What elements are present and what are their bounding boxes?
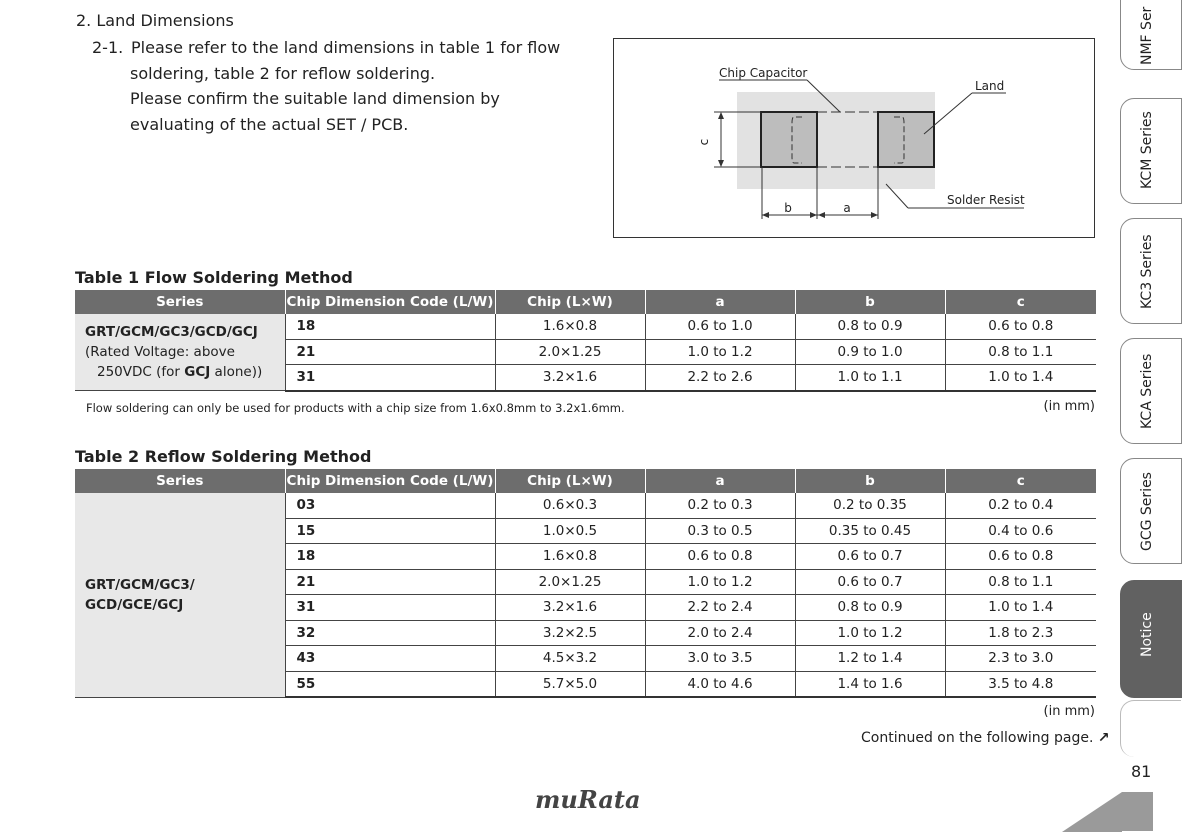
page-number: 81 <box>1131 762 1152 781</box>
table-cell: 1.8 to 2.3 <box>945 620 1096 646</box>
table2-header-chip: Chip (L×W) <box>495 469 645 493</box>
side-tab-label: KCA Series <box>1139 353 1155 429</box>
table-cell: 31 <box>285 365 495 391</box>
table-cell: 32 <box>285 620 495 646</box>
table1-note: Flow soldering can only be used for products with a chip size from 1.6x0.8mm to 3.2x1.6mm. <box>86 401 625 415</box>
side-tab-kcm[interactable] <box>1120 98 1182 204</box>
land-diagram <box>614 39 1096 239</box>
table2-header-series: Series <box>75 469 285 493</box>
table-cell: 3.2×1.6 <box>495 365 645 391</box>
table-cell: 03 <box>285 493 495 518</box>
table2-series-line1: GRT/GCM/GC3/ <box>85 576 195 593</box>
section-title: 2. Land Dimensions <box>76 11 234 30</box>
table-cell: 15 <box>285 518 495 544</box>
side-tab-label: GCG Series <box>1139 472 1155 551</box>
table2 <box>75 469 1096 698</box>
table1-header-code: Chip Dimension Code (L/W) <box>285 290 495 314</box>
table-cell: 0.2 to 0.3 <box>645 493 795 518</box>
table2-caption: Table 2 Reflow Soldering Method <box>75 447 372 466</box>
table-cell: 0.3 to 0.5 <box>645 518 795 544</box>
table1-header-a: a <box>645 290 795 314</box>
table-cell: 3.0 to 3.5 <box>645 646 795 672</box>
table-cell: 2.0×1.25 <box>495 569 645 595</box>
table-cell: 5.7×5.0 <box>495 671 645 697</box>
table1-header-c: c <box>945 290 1096 314</box>
table-cell: 21 <box>285 339 495 365</box>
table-cell: 55 <box>285 671 495 697</box>
table-cell: 0.2 to 0.4 <box>945 493 1096 518</box>
table-cell: 1.0 to 1.4 <box>945 595 1096 621</box>
page-corner <box>1062 792 1122 832</box>
side-tab-label: Notice <box>1139 612 1155 657</box>
land-right <box>878 112 934 167</box>
table-cell: 0.9 to 1.0 <box>795 339 945 365</box>
table-cell: 2.2 to 2.6 <box>645 365 795 391</box>
table-cell: 3.5 to 4.8 <box>945 671 1096 697</box>
table-cell: 0.8 to 0.9 <box>795 595 945 621</box>
label-chip-capacitor: Chip Capacitor <box>719 66 808 80</box>
table-cell: 0.2 to 0.35 <box>795 493 945 518</box>
side-tab-label: KC3 Series <box>1139 234 1155 309</box>
table1-header-series: Series <box>75 290 285 314</box>
table2-series-line2: GCD/GCE/GCJ <box>85 596 184 613</box>
table-cell: 0.6 to 0.8 <box>945 544 1096 570</box>
table-row <box>75 493 1096 518</box>
table-cell: 3.2×1.6 <box>495 595 645 621</box>
table-cell: 4.5×3.2 <box>495 646 645 672</box>
table-cell: 31 <box>285 595 495 621</box>
table-cell: 0.6 to 0.8 <box>645 544 795 570</box>
table1-unit: (in mm) <box>1043 399 1095 414</box>
table-cell: 1.0 to 1.2 <box>795 620 945 646</box>
table-cell: 1.0×0.5 <box>495 518 645 544</box>
table-cell: 18 <box>285 544 495 570</box>
table2-unit: (in mm) <box>1043 704 1095 719</box>
arrow-up-right-icon: ↗ <box>1097 730 1110 746</box>
table-cell: 0.6 to 1.0 <box>645 314 795 339</box>
paragraph-line-3: Please confirm the suitable land dimension by <box>130 89 500 108</box>
page-corner-fill <box>1122 792 1153 831</box>
table1-caption: Table 1 Flow Soldering Method <box>75 268 353 287</box>
murata-logo: muRata <box>535 785 641 814</box>
table-cell: 0.4 to 0.6 <box>945 518 1096 544</box>
table1-series-line1: GRT/GCM/GC3/GCD/GCJ <box>85 324 258 340</box>
table-cell: 1.2 to 1.4 <box>795 646 945 672</box>
item-number: 2-1. <box>92 38 124 57</box>
side-tab-label: NMF Ser <box>1139 6 1155 65</box>
table-cell: 1.0 to 1.4 <box>945 365 1096 391</box>
table1-series-line2: (Rated Voltage: above <box>85 344 235 360</box>
dim-b-arrow-l <box>762 212 769 218</box>
label-solder-resist: Solder Resist <box>947 193 1025 207</box>
table1-header-b: b <box>795 290 945 314</box>
table-cell: 0.8 to 1.1 <box>945 569 1096 595</box>
table-cell: 3.2×2.5 <box>495 620 645 646</box>
side-tab-kc3[interactable] <box>1120 218 1182 324</box>
land-left <box>761 112 817 167</box>
label-c: c <box>697 138 711 146</box>
paragraph-line-1: Please refer to the land dimensions in table 1 for flow <box>131 38 561 57</box>
table-cell: 2.2 to 2.4 <box>645 595 795 621</box>
table-cell: 1.6×0.8 <box>495 544 645 570</box>
table2-header-b: b <box>795 469 945 493</box>
label-a: a <box>843 201 851 215</box>
continued-text: Continued on the following page. <box>861 730 1094 746</box>
label-b: b <box>784 201 792 215</box>
table-cell: 4.0 to 4.6 <box>645 671 795 697</box>
dim-c-arrow-up <box>718 112 724 119</box>
table2-header-c: c <box>945 469 1096 493</box>
table-cell: 18 <box>285 314 495 339</box>
dim-b-arrow-r <box>810 212 817 218</box>
side-tab-empty <box>1120 700 1181 757</box>
table1-header-row <box>75 290 1096 314</box>
table-cell: 1.0 to 1.1 <box>795 365 945 391</box>
dim-a-arrow-r <box>871 212 878 218</box>
paragraph-line-4: evaluating of the actual SET / PCB. <box>130 114 409 134</box>
table2-header-code: Chip Dimension Code (L/W) <box>285 469 495 493</box>
table-cell: 1.0 to 1.2 <box>645 339 795 365</box>
table-cell: 1.6×0.8 <box>495 314 645 339</box>
table-cell: 0.8 to 0.9 <box>795 314 945 339</box>
table-cell: 0.6×0.3 <box>495 493 645 518</box>
side-tab-gcg[interactable] <box>1120 458 1182 564</box>
dim-c-arrow-down <box>718 160 724 167</box>
table2-header-a: a <box>645 469 795 493</box>
table-cell: 1.4 to 1.6 <box>795 671 945 697</box>
table-row <box>75 314 1096 339</box>
label-land: Land <box>975 79 1005 93</box>
table-cell: 0.6 to 0.7 <box>795 544 945 570</box>
land-dimension-figure <box>613 38 1095 238</box>
side-tab-kca[interactable] <box>1120 338 1182 444</box>
side-tab-nmf[interactable] <box>1120 0 1182 70</box>
table-cell: 2.0×1.25 <box>495 339 645 365</box>
table1-series-cell <box>75 314 285 391</box>
table-cell: 0.8 to 1.1 <box>945 339 1096 365</box>
table1-series-line3: 250VDC (for GCJ alone)) <box>97 364 263 380</box>
table-cell: 2.3 to 3.0 <box>945 646 1096 672</box>
side-tab-label: KCM Series <box>1139 111 1155 189</box>
table-cell: 2.0 to 2.4 <box>645 620 795 646</box>
table-cell: 43 <box>285 646 495 672</box>
side-tab-notice[interactable] <box>1120 580 1182 698</box>
table-cell: 0.6 to 0.8 <box>945 314 1096 339</box>
table-cell: 0.6 to 0.7 <box>795 569 945 595</box>
table1-header-chip: Chip (L×W) <box>495 290 645 314</box>
table-cell: 1.0 to 1.2 <box>645 569 795 595</box>
paragraph-line-2: soldering, table 2 for reflow soldering. <box>130 63 436 83</box>
continued-note <box>861 730 1110 746</box>
dim-a-arrow-l <box>818 212 825 218</box>
table1 <box>75 290 1096 392</box>
table-cell: 0.35 to 0.45 <box>795 518 945 544</box>
table-cell: 21 <box>285 569 495 595</box>
table2-series-cell <box>75 493 285 697</box>
table2-header-row <box>75 469 1096 493</box>
